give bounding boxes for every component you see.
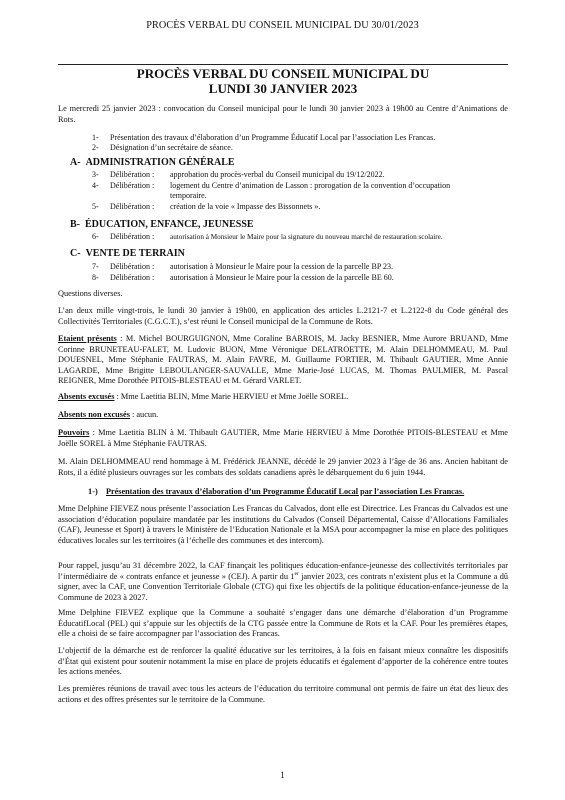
excused-text: : Mme Laetitia BLIN, Mme Marie HERVIEU et Mme Joëlle SOREL. bbox=[114, 392, 349, 401]
absent-paragraph bbox=[58, 410, 508, 421]
absent-label: Absents non excusés bbox=[58, 410, 130, 419]
document-title bbox=[58, 64, 508, 96]
intro-paragraph: Le mercredi 25 janvier 2023 : convocation du Conseil municipal pour le lundi 30 janvier 2023 à 19h00 au Centre d’Animations de Rots. bbox=[58, 104, 508, 124]
item-label-5: Délibération : bbox=[110, 202, 155, 211]
present-text: : M. Michel BOURGUIGNON, Mme Coraline BARROIS, M. Jacky BESNIER, Mme Aurore BRUAND, Mme Corinne BRUNETEAU-FALET, M. Ludovic BUON, Mme Véronique DELATROETTE, M. Alain DELHOMMEAU, M. Paul DOUESNEL, Mme Stéphanie FAUTRAS, M. Alain FAVRE, M. Guillaume FORTIER, M. Thibault GAUTIER, Mme Annie LAGARDE, Mme Brigitte LEBOULANGER-SAUVALLE, Mme Marie-José LUCAS, M. Thomas PAULMIER, M. Pascal REIGNER, Mme Dorothée PITOIS-BLESTEAU et M. Gérard VARLET. bbox=[58, 334, 508, 386]
paragraph-reunions: Les premières réunions de travail avec tous les acteurs de l’éducation du territoire communal ont permis de faire un état des lieux des actions et des offres présentes sur le territoire de la Commune. bbox=[58, 684, 508, 704]
item-num-7: 7- bbox=[92, 262, 99, 271]
item-text-4: logement du Centre d’animation de Lasson : prorogation de la convention d’occupation bbox=[170, 181, 451, 190]
powers-paragraph bbox=[58, 428, 508, 449]
item1-number: 1-) bbox=[88, 487, 98, 496]
paragraph-pel: Mme Delphine FIEVEZ explique que la Commune a souhaité s’engager dans une démarche d’élaboration d’un Programme ÉducatifLocal (PEL) qui s’appuie sur les objectifs de la CTG passée entre la Commune de Rots et la CAF. Pour les premières étapes, elle a choisi de se faire accompagner par l’association des Francas. bbox=[58, 608, 508, 639]
absent-text: : aucun. bbox=[129, 410, 159, 419]
present-paragraph bbox=[58, 334, 508, 387]
page-number: 1 bbox=[280, 770, 285, 780]
item-text-5: création de la voie « Impasse des Bissonnets ». bbox=[170, 202, 321, 211]
item-num-3: 3- bbox=[92, 170, 99, 179]
item-label-8: Délibération : bbox=[110, 273, 155, 282]
opening-paragraph: L’an deux mille vingt-trois, le lundi 30 janvier à 19h00, en application des articles L.2121-7 et L.2122-8 du Code général des Collectivités Territoriales (C.G.C.T.), s’est réuni le Conseil municipal de la Commune de Rots. bbox=[58, 306, 508, 326]
paragraph-francas: Mme Delphine FIEVEZ nous présente l’association Les Francas du Calvados, dont elle est Directrice. Les Francas du Calvados est une association d’éducation populaire mandatée par les institutions du Calvados (Conseil Départemental, Caisse d’Allocations Familiales (CAF), Jeunesse et Sport) à travers le Ministère de l’Education Nationale et la MSA pour accompagner la mise en place des politiques éducatives locales sur les territoires (à l’échelle des communes et des intercom). bbox=[58, 504, 508, 545]
questions-diverses: Questions diverses. bbox=[58, 289, 123, 298]
section-a-heading: A- ADMINISTRATION GÉNÉRALE bbox=[70, 157, 235, 168]
excused-label: Absents excusés bbox=[58, 392, 115, 401]
powers-label: Pouvoirs bbox=[58, 428, 90, 437]
item-text-3: approbation du procès-verbal du Conseil municipal du 19/12/2022. bbox=[170, 170, 385, 179]
item-num-6: 6- bbox=[92, 232, 99, 241]
section-b-heading: B- ÉDUCATION, ENFANCE, JEUNESSE bbox=[70, 219, 254, 230]
item-label-3: Délibération : bbox=[110, 170, 155, 179]
prelim-text-1: Présentation des travaux d’élaboration d’un Programme Éducatif Local par l’association Les Francas. bbox=[110, 133, 436, 142]
item-text-7: autorisation à Monsieur le Maire pour la cession de la parcelle BP 23. bbox=[170, 262, 393, 271]
paragraph-objectif: L’objectif de la démarche est de renforcer la qualité éducative sur les territoires, à la fois en faisant mieux connaître les dispositifs d’État qui existent pour soutenir notamment la mise en place de projets éducatifs et également d’apporter de la cohérence entre toutes les actions menées. bbox=[58, 646, 508, 677]
item-text-6: autorisation à Monsieur le Maire pour la signature du nouveau marché de restauration scolaire. bbox=[170, 233, 443, 241]
item-label-7: Délibération : bbox=[110, 262, 155, 271]
title-line-1: PROCÈS VERBAL DU CONSEIL MUNICIPAL DU bbox=[136, 66, 430, 81]
tribute-paragraph: M. Alain DELHOMMEAU rend hommage à M. Frédérick JEANNE, décédé le 29 janvier 2023 à l’âge de 36 ans. Ancien habitant de Rots, il a édité plusieurs ouvrages sur les combats des soldats canadiens après le débarquement du 6 juin 1944. bbox=[58, 457, 508, 477]
item-num-5: 5- bbox=[92, 202, 99, 211]
prelim-text-2: Désignation d’un secrétaire de séance. bbox=[110, 143, 233, 152]
item-label-6: Délibération : bbox=[110, 232, 155, 241]
item-text-8: autorisation à Monsieur le Maire pour la cession de la parcelle BE 60. bbox=[170, 273, 394, 282]
item-label-4: Délibération : bbox=[110, 181, 155, 190]
powers-text: : Mme Laetitia BLIN à M. Thibault GAUTIER, Mme Marie HERVIEU à Mme Dorothée PITOIS-BLESTEAU et Mme Joëlle SOREL à Mme Stéphanie FAUTRAS. bbox=[58, 428, 508, 448]
item1-title: Présentation des travaux d’élaboration d’un Programme Éducatif Local par l’association Les Francas. bbox=[106, 487, 465, 496]
present-label: Etaient présents bbox=[58, 334, 117, 343]
section-c-heading: C- VENTE DE TERRAIN bbox=[70, 248, 185, 259]
item-num-8: 8- bbox=[92, 273, 99, 282]
running-header: PROCÈS VERBAL DU CONSEIL MUNICIPAL DU 30/01/2023 bbox=[146, 20, 419, 31]
title-line-2: LUNDI 30 JANVIER 2023 bbox=[208, 81, 358, 96]
paragraph-caf: Pour rappel, jusqu’au 31 décembre 2022, la CAF finançait les politiques éducation-enfance-jeunesse des collectivités territoriales par l’intermédiaire de « contrats enfance et jeunesse » (CEJ). A partir du 1er janvier 2023, ces contrats n’existent plus et la Commune a dû signer, avec la CAF, une Convention Territoriale Globale (CTG) qui fixe les objectifs de la politique éducation-enfance-jeunesse de la Commune de 2023 à 2027. bbox=[58, 561, 508, 602]
prelim-num-1: 1- bbox=[92, 133, 99, 142]
prelim-num-2: 2- bbox=[92, 143, 99, 152]
item-text-4-cont: temporaire. bbox=[170, 191, 207, 200]
item-num-4: 4- bbox=[92, 181, 99, 190]
excused-paragraph bbox=[58, 392, 508, 403]
